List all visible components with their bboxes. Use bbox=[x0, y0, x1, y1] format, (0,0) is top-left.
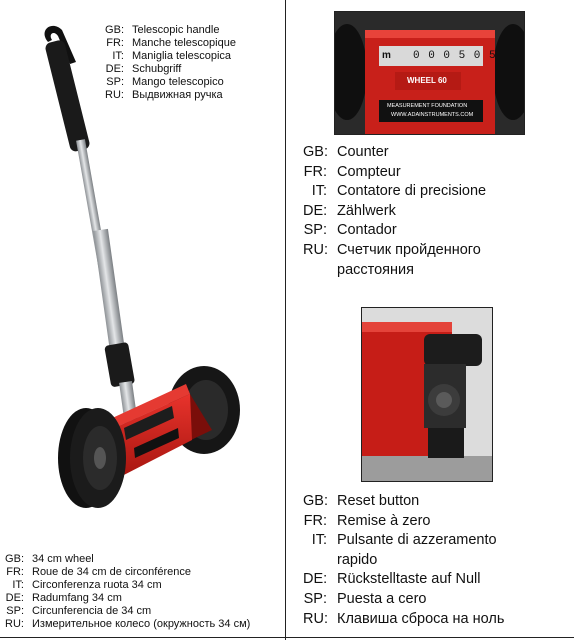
label-row: FR: Manche telescopique bbox=[106, 37, 236, 49]
counter-photo bbox=[334, 11, 525, 135]
label-row: GB: Telescopic handle bbox=[105, 24, 220, 36]
label-row: DE: Radumfang 34 cm bbox=[5, 592, 122, 604]
label-row: SP: Puesta a cero bbox=[303, 590, 427, 607]
label-row: RU: Клавиша сброса на ноль bbox=[303, 610, 505, 627]
counter-labels bbox=[303, 143, 571, 280]
label-row: IT: Maniglia telescopica bbox=[112, 50, 232, 62]
label-row: IT: Circonferenza ruota 34 cm bbox=[12, 579, 162, 591]
label-row: GB: 34 cm wheel bbox=[5, 553, 94, 565]
label-row: DE: Zählwerk bbox=[303, 202, 396, 219]
label-row: RU: Выдвижная ручка bbox=[105, 89, 223, 101]
column-divider bbox=[285, 0, 286, 640]
handle-labels bbox=[104, 24, 236, 102]
label-row: DE: Rückstelltaste auf Null bbox=[303, 571, 481, 588]
label-row: GB: Counter bbox=[303, 144, 389, 160]
label-row: FR: Roue de 34 cm de circonférence bbox=[6, 566, 191, 578]
model-name: WHEEL 60 bbox=[407, 76, 447, 85]
bottom-border bbox=[0, 637, 574, 638]
label-row: SP: Mango telescopico bbox=[106, 76, 224, 88]
label-row: IT: Contatore di precisione bbox=[311, 183, 487, 200]
label-row: FR: Remise à zero bbox=[303, 512, 431, 529]
reset-labels bbox=[303, 492, 571, 629]
label-row: SP: Circunferencia de 34 cm bbox=[6, 605, 152, 617]
label-row: GB: Reset button bbox=[303, 493, 420, 509]
wheel-labels bbox=[4, 553, 250, 631]
label-row: SP: Contador bbox=[303, 222, 397, 239]
brand-line-1: MEASUREMENT FOUNDATION bbox=[387, 103, 468, 109]
label-row: DE: Schubgriff bbox=[105, 63, 182, 75]
counter-unit: m bbox=[382, 50, 391, 61]
label-row: FR: Compteur bbox=[303, 163, 401, 180]
counter-digits: 0 0 0 5 0 5 bbox=[413, 50, 497, 62]
label-row: RU: Измерительное колесо (окружность 34 см) bbox=[5, 618, 251, 630]
label-row: RU: Счетчик пройденного расстояния bbox=[303, 241, 481, 278]
label-row: IT: Pulsante di azzeramento rapido bbox=[311, 532, 497, 568]
brand-line-2: WWW.ADAINSTRUMENTS.COM bbox=[391, 112, 474, 118]
reset-button-photo bbox=[361, 307, 493, 482]
